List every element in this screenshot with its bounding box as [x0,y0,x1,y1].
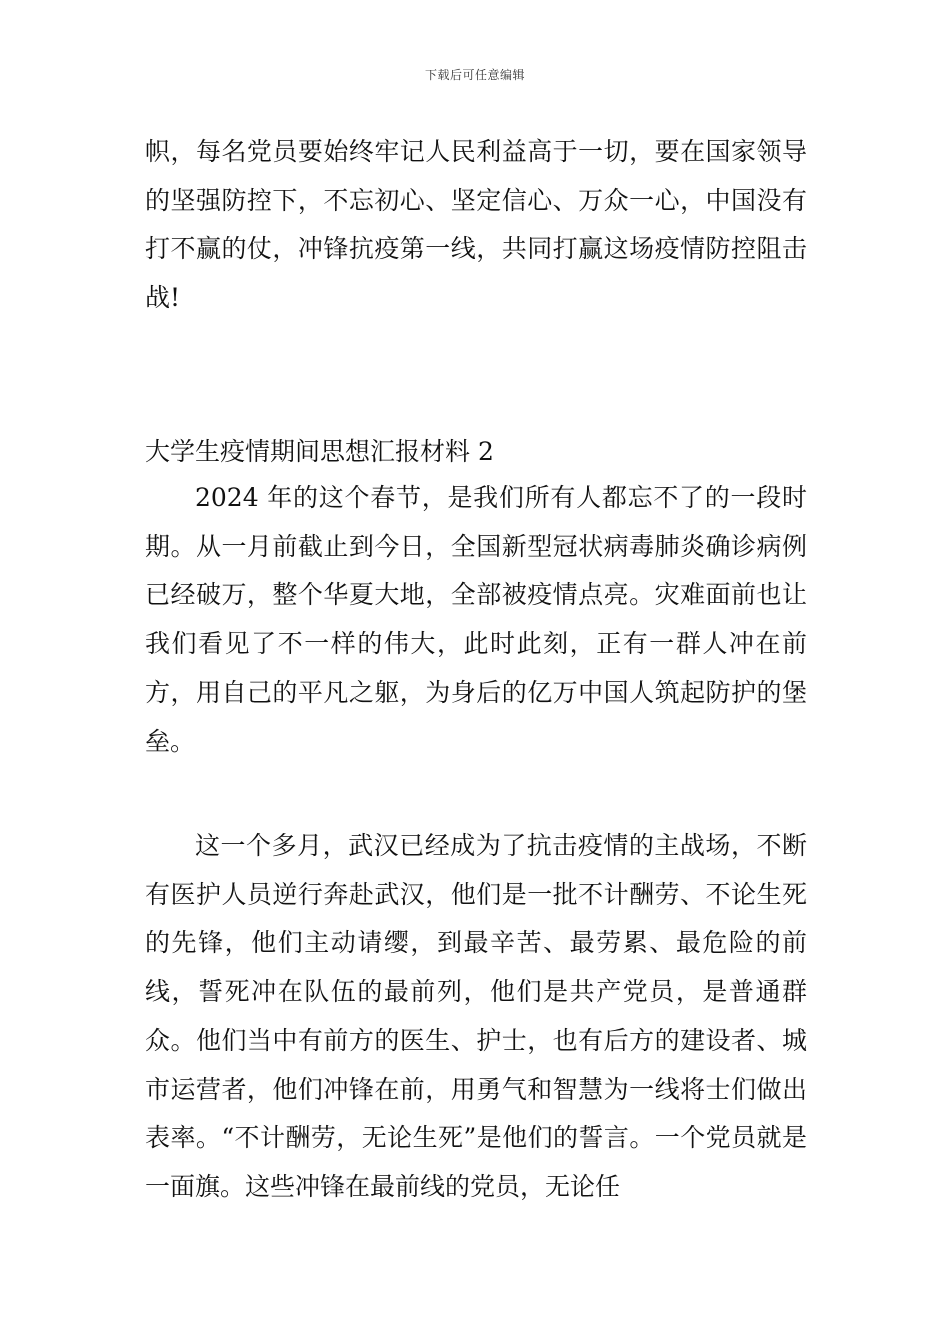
page-header: 下载后可任意编辑 [424,68,525,82]
paragraph: 2024 年的这个春节，是我们所有人都忘不了的一段时期。从一月前截止到今日，全国新型冠状病毒肺炎确诊病例已经破万，整个华夏大地，全部被疫情点亮。灾难面前也让我们看见了不一样的伟大，此时此刻，正有一群人冲在前方，用自己的平凡之躯，为身后的亿万中国人筑起防护的堡垒。 [145,483,807,756]
paragraph: 这一个多月，武汉已经成为了抗击疫情的主战场，不断有医护人员逆行奔赴武汉，他们是一批不计酬劳、不论生死的先锋，他们主动请缨，到最辛苦、最劳累、最危险的前线，誓死冲在队伍的最前列，他们是共产党员，是普通群众。他们当中有前方的医生、护士，也有后方的建设者、城市运营者，他们冲锋在前，用勇气和智慧为一线将士们做出表率。“不计酬劳，无论生死”是他们的誓言。一个党员就是一面旗。这些冲锋在最前线的党员，无论任 [145,831,807,1201]
paragraph-continued: 帜，每名党员要始终牢记人民利益高于一切，要在国家领导的坚强防控下，不忘初心、坚定信心、万众一心，中国没有打不赢的仗，冲锋抗疫第一线，共同打赢这场疫情防控阻击战! [145,137,807,313]
section-heading: 大学生疫情期间思想汇报材料 2 [145,437,494,466]
